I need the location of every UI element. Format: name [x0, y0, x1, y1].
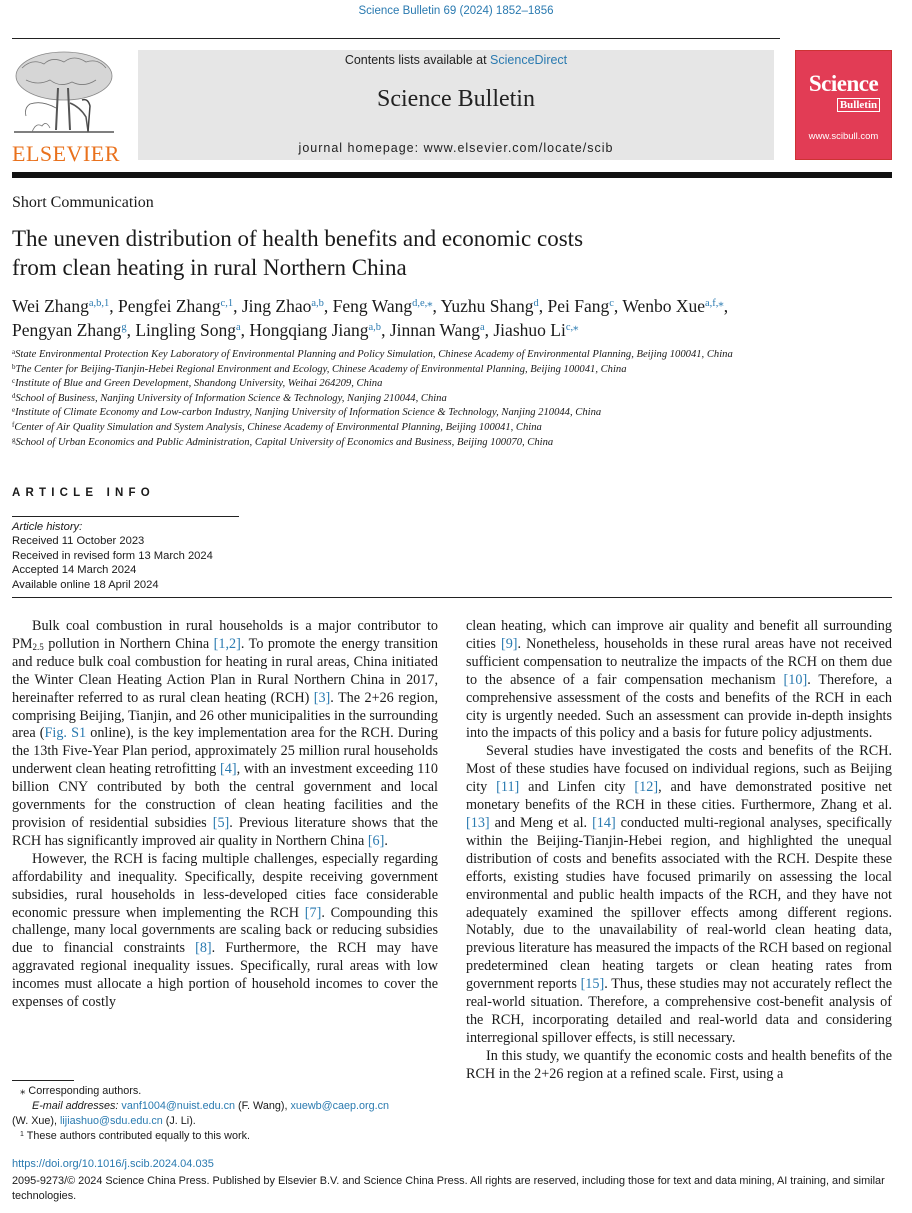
citation-link[interactable]: [12]: [634, 779, 659, 796]
author[interactable]: Wenbo Xue$^{a,f,⁎}$: [622, 296, 724, 316]
author[interactable]: Pei Fang$^c$: [547, 296, 614, 316]
journal-cover[interactable]: [795, 50, 892, 160]
affiliation: $^e$Institute of Climate Economy and Low-carbon Industry, Nanjing University of Information Science & Technology, Nanjing 210044, China: [12, 406, 602, 419]
cover-url: www.scibull.com: [808, 131, 879, 142]
elsevier-wordmark: ELSEVIER: [12, 141, 120, 166]
article-history: [12, 520, 213, 592]
author-list: Wei Zhang$^{a,b,1}$, Pengfei Zhang$^{c,1}$, Jing Zhao$^{a,b}$, Feng Wang$^{d,e,⁎}$, Yuzhu Shang$^d$, Pei Fang$^c$, Wenbo Xue$^{a,f,⁎}$, Pengyan Zhang$^g$, Lingling Song$^a$, Hongqiang Jiang$^{a,b}$, Jinnan Wang$^a$, Jiashuo $Li^{c,⁎}$: [12, 296, 729, 340]
affiliation: $^a$State Environmental Protection Key Laboratory of Environmental Planning and Policy Simulation, Chinese Academy of Environmental Planning, Beijing 100041, China: [12, 348, 733, 360]
copyright-notice: 2095-9273/© 2024 Science China Press. Published by Elsevier B.V. and Science China Press. All rights are reserved, including those for text and data mining, AI training, and similar technologies.: [12, 1175, 885, 1202]
affiliation: $^c$Institute of Blue and Green Development, Shandong University, Weihai 264209, China: [12, 377, 383, 390]
figure-link[interactable]: Fig. S1: [44, 725, 87, 742]
author[interactable]: Lingling Song$^a$: [135, 320, 241, 340]
affiliation: $^d$School of Business, Nanjing University of Information Science & Technology, Nanjing 210044, China: [12, 391, 447, 404]
author[interactable]: Yuzhu Shang$^d$: [440, 296, 539, 316]
homepage-url-link[interactable]: www.elsevier.com/locate/scib: [423, 141, 614, 155]
affiliation: $^f$Center of Air Quality Simulation and System Analysis, Chinese Academy of Environmental Planning, Beijing 100041, China: [12, 420, 542, 433]
affiliation: $^g$School of Urban Economics and Public Administration, Capital University of Economics and Business, Beijing 100070, China: [12, 435, 554, 448]
homepage-label: journal homepage:: [298, 141, 424, 155]
author[interactable]: Hongqiang Jiang$^{a,b}$: [249, 320, 382, 340]
citation-link[interactable]: [13]: [466, 814, 490, 831]
journal-banner: [138, 50, 774, 160]
email-link[interactable]: vanf1004@nuist.edu.cn: [121, 1100, 236, 1112]
history-revised: Received in revised form 13 March 2024: [12, 549, 213, 562]
equal-contribution-note: $^1$ These authors contributed equally to this work.: [20, 1130, 250, 1142]
citation-link[interactable]: [3]: [313, 689, 331, 706]
citation-link[interactable]: [1,2]: [213, 635, 241, 652]
corresponding-note: ⁎ Corresponding authors.: [20, 1085, 142, 1097]
citation-link[interactable]: [8]: [195, 940, 212, 957]
citation-link[interactable]: [11]: [496, 779, 520, 796]
article-type: Short Communication: [12, 194, 154, 211]
paragraph: However, the RCH is facing multiple challenges, especially regarding affordability and inequality. Specifically, despite receiving government subsidies, rural households in less-developed cities face considerable economic pressure when implementing the RCH [7]. Compounding this challenge, many local governments are scaling back or reducing subsidies due to financial constraints [8]. Furthermore, the RCH may have aggravated regional inequality issues. Specifically, rural areas with low incomes must allocate a high portion of household incomes to cover the expenses of costly: [12, 850, 438, 1011]
article-info-bottom-rule: [12, 597, 892, 598]
author[interactable]: Pengfei Zhang$^{c,1}$: [118, 296, 234, 316]
citation-link[interactable]: [9]: [500, 635, 518, 652]
citation-link[interactable]: [15]: [580, 976, 605, 993]
header-divider: [12, 172, 892, 178]
affiliation-list: [12, 348, 902, 450]
history-label: Article history:: [12, 521, 83, 533]
sciencedirect-link[interactable]: ScienceDirect: [490, 53, 568, 67]
paragraph: clean heating, which can improve air quality and benefit all surrounding cities [9]. Nonetheless, households in these rural areas have not received sufficient compensation to neutralize the impacts of the RCH on them due to the absence of a fair compensation mechanism [10]. Therefore, a comprehensive assessment of the costs and benefits of the RCH in each city is urgently needed. Such an assessment can provide in-depth insights into the impacts of this policy and a basis for future policy adjustments.: [466, 618, 893, 742]
article-info-rule: [12, 516, 239, 517]
journal-name: Science Bulletin: [377, 86, 535, 112]
paragraph: In this study, we quantify the economic costs and health benefits of the RCH in the 2+26 region at a refined scale. First, using a: [466, 1047, 892, 1082]
author[interactable]: Jinnan Wang$^a$: [389, 320, 485, 340]
cover-title-science: Science: [808, 71, 879, 96]
citation-link[interactable]: [14]: [592, 814, 616, 831]
history-online: Available online 18 April 2024: [12, 578, 159, 591]
footnotes: [12, 1084, 438, 1144]
asterisk-icon: ⁎: [20, 1085, 26, 1097]
citation-link[interactable]: [4]: [220, 761, 237, 778]
running-head[interactable]: Science Bulletin 69 (2024) 1852–1856: [358, 5, 554, 17]
author[interactable]: Jiashuo $Li^{c,⁎}$: [493, 320, 579, 340]
email-link[interactable]: xuewb@caep.org.cn: [290, 1100, 390, 1112]
email-link[interactable]: lijiashuo@sdu.edu.cn: [60, 1115, 163, 1127]
author[interactable]: Pengyan Zhang$^g$: [12, 320, 127, 340]
contents-line: [138, 53, 774, 67]
contents-prefix: Contents lists available at: [344, 53, 491, 67]
elsevier-tree-icon: [12, 48, 116, 138]
title-line-2: from clean heating in rural Northern China: [12, 255, 407, 280]
history-accepted: Accepted 14 March 2024: [12, 564, 137, 577]
email-note-cont: (W. Xue), lijiashuo@sdu.edu.cn (J. Li).: [12, 1115, 196, 1127]
paragraph: Several studies have investigated the costs and benefits of the RCH. Most of these studies have focused on individual regions, such as Beijing city [11] and Linfen city [12], and have demonstrated positive net monetary benefits of the RCH in these cities. Furthermore, Zhang et al. [13] and Meng et al. [14] conducted multi-regional analyses, specifically within the Beijing-Tianjin-Hebei region, and highlighted the unequal distribution of costs and benefits associated with the RCH. Despite these efforts, existing studies have focused primarily on assessing the local environmental and public health impacts of the RCH, and they have not adequately examined the spillover effects among different regions. Notably, due to the unavailability of real-world clean heating data, previous literature has measured the impacts of the RCH based on regional predetermined clean heating targets or clean heating rates from government reports [15]. Thus, these studies may not accurately reflect the real-world situation. Therefore, a comprehensive cost-benefit analysis of the RCH, incorporating detailed and real-world data and considering interregional spillover effects, is still necessary.: [466, 743, 893, 1046]
author[interactable]: Feng Wang$^{d,e,⁎}$: [332, 296, 433, 316]
citation-link[interactable]: [6]: [367, 832, 385, 849]
cover-title-bulletin: Bulletin: [837, 98, 880, 112]
email-note: E-mail addresses: vanf1004@nuist.edu.cn (F. Wang), xuewb@caep.org.cn: [32, 1100, 390, 1112]
top-rule: [12, 38, 780, 39]
title-line-1: The uneven distribution of health benefits and economic costs: [12, 226, 584, 251]
affiliation: $^b$The Center for Beijing-Tianjin-Hebei Regional Environment and Ecology, Chinese Academy of Environmental Planning, Beijing 100041, China: [12, 362, 627, 375]
citation-link[interactable]: [7]: [304, 904, 322, 921]
author[interactable]: Jing Zhao$^{a,b}$: [241, 296, 324, 316]
body-column-left: [12, 618, 438, 1012]
doi-link[interactable]: https://doi.org/10.1016/j.scib.2024.04.035: [12, 1158, 214, 1170]
paragraph: Bulk coal combustion in rural households is a major contributor to $PM_{2.5}$ pollution in Northern China [1,2]. To promote the energy transition and reduce bulk coal combustion for heating in rural areas, China initiated the Winter Clean Heating Action Plan in Rural Northern China in 2017, hereinafter referred to as rural clean heating (RCH) [3]. The 2+26 region, comprising Beijing, Tianjin, and 26 other municipalities in the surrounding area (Fig. S1 online), is the key implementation area for the RCH. During the 13th Five-Year Plan period, approximately 25 million rural households underwent clean heating retrofitting [4], with an investment exceeding 110 billion CNY contributed by both the central government and local governments for the construction of clean heating facilities and the provision of residential subsidies [5]. Previous literature shows that the RCH has significantly improved air quality in Northern China [6].: [12, 618, 439, 849]
article-title: [12, 224, 772, 282]
footnote-rule: [12, 1080, 74, 1081]
citation-link[interactable]: [10]: [783, 671, 808, 688]
author[interactable]: Wei Zhang$^{a,b,1}$: [12, 296, 110, 316]
body-column-right: [466, 618, 892, 1084]
homepage-line: [138, 141, 774, 155]
article-info-heading: ARTICLE INFO: [12, 487, 155, 499]
history-received: Received 11 October 2023: [12, 535, 145, 548]
elsevier-logo[interactable]: [12, 48, 132, 166]
citation-link[interactable]: [5]: [212, 814, 230, 831]
